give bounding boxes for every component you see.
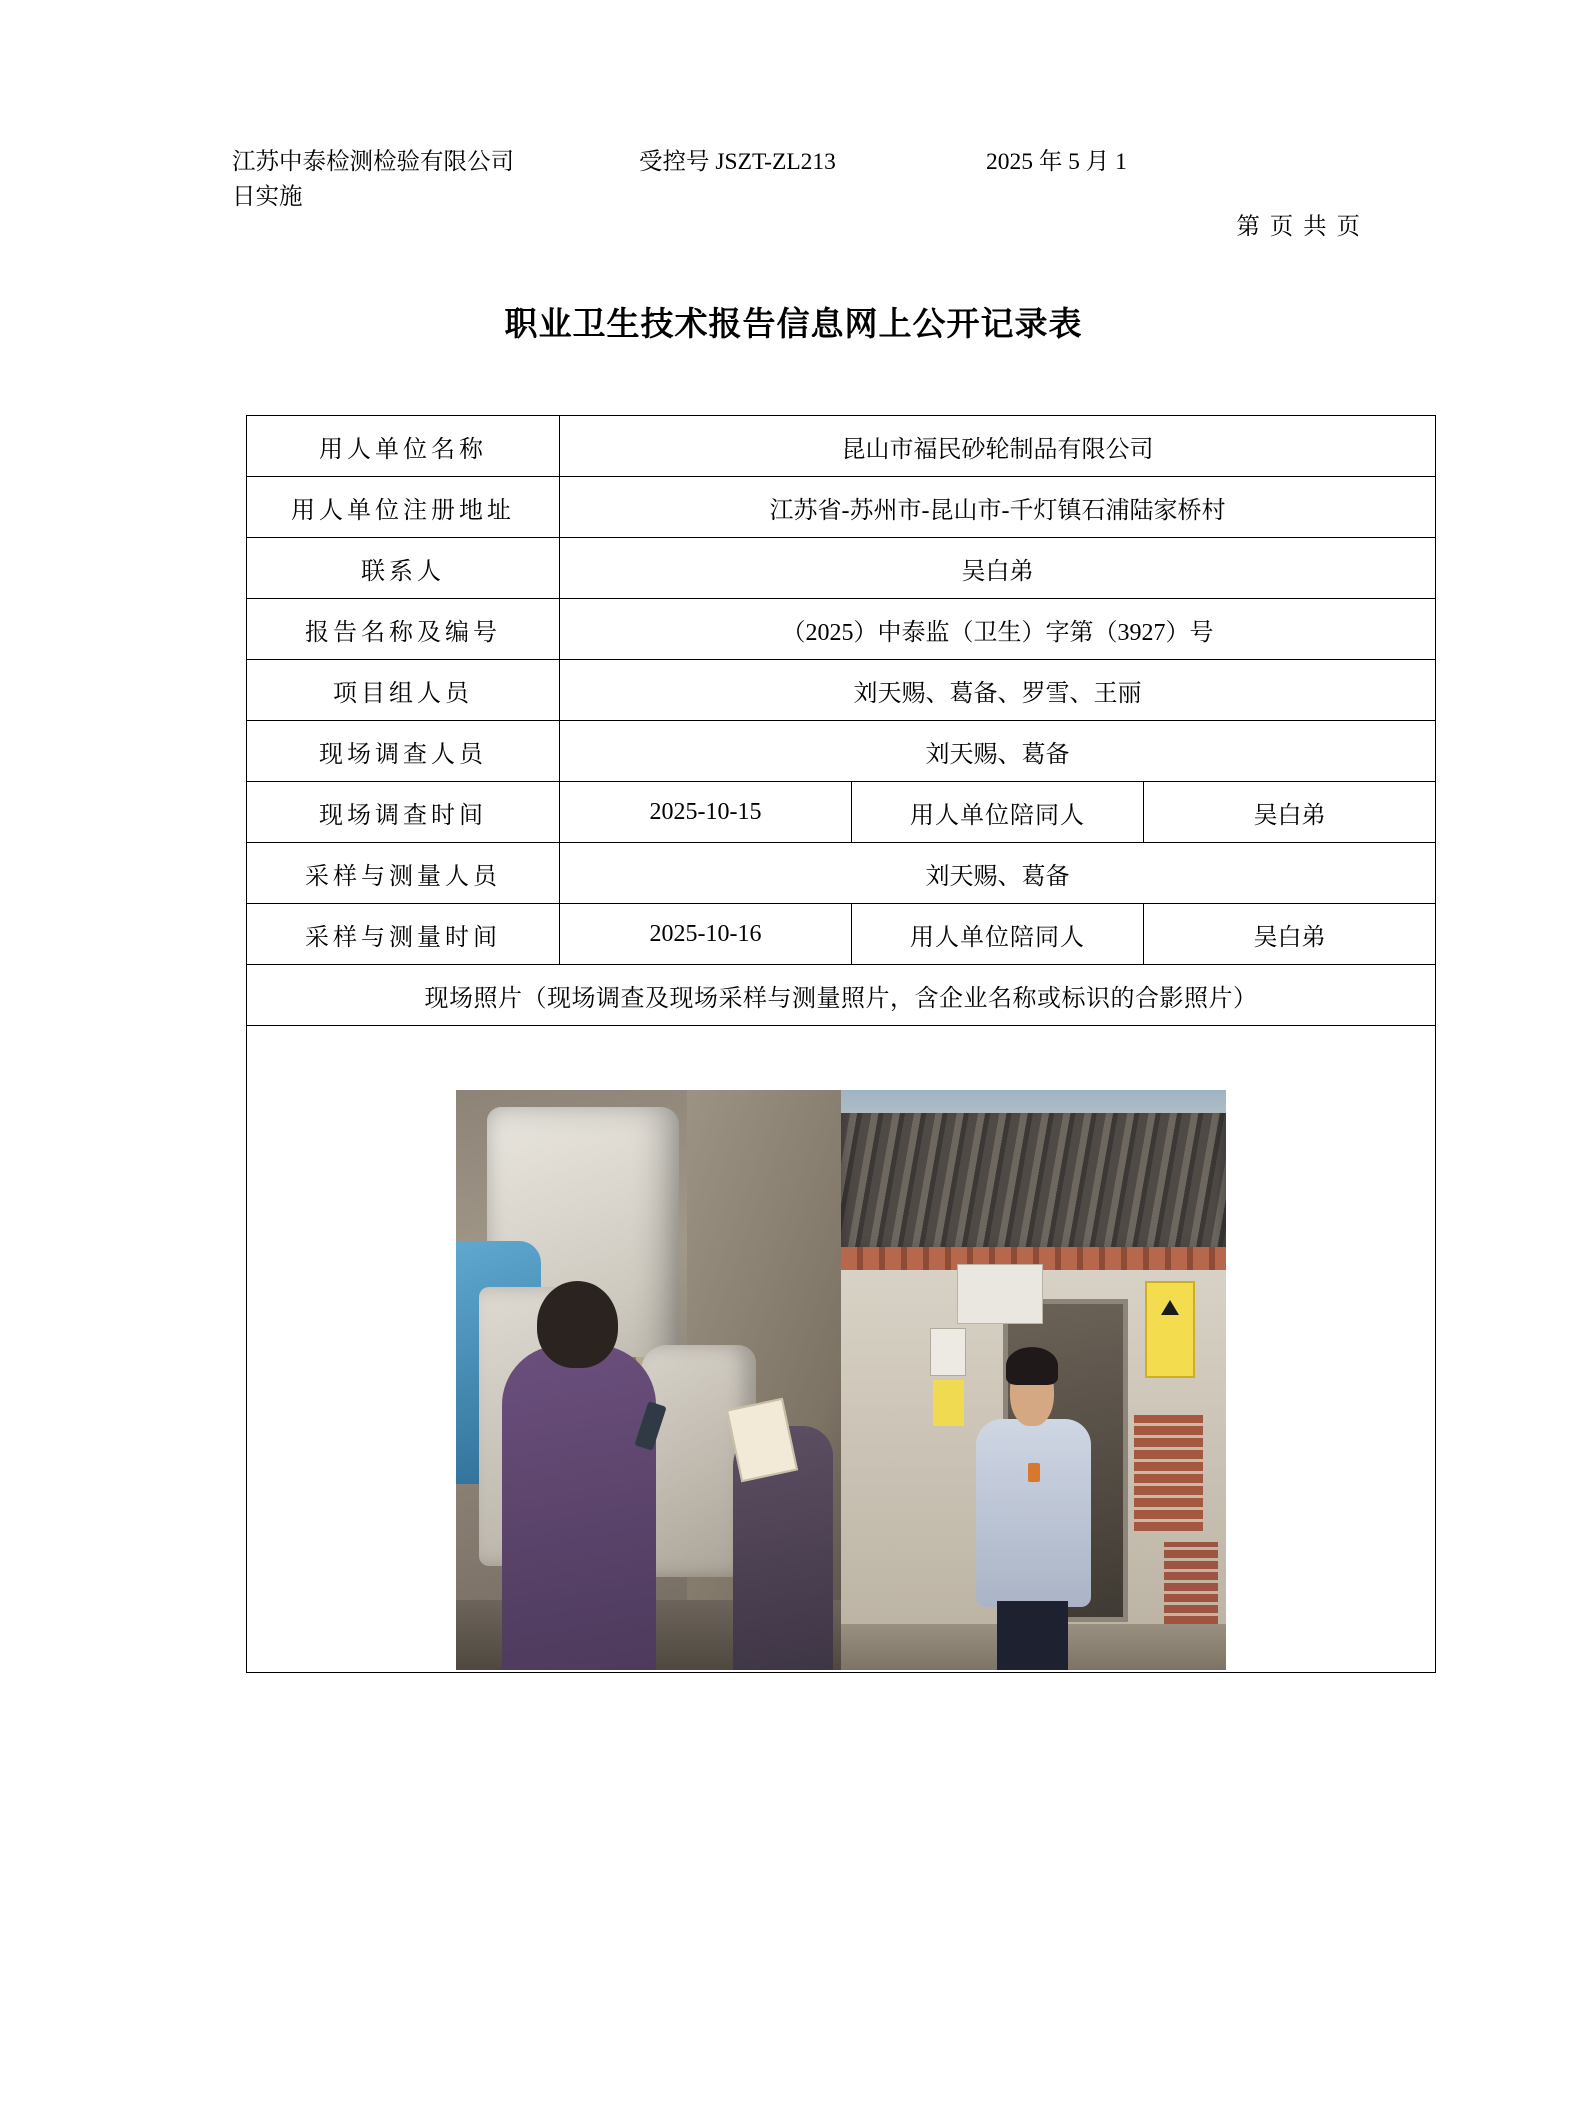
photo2-notice-board	[957, 1264, 1044, 1324]
table-row	[247, 538, 1436, 599]
row-label-contact: 联系人	[247, 538, 560, 599]
page-header	[232, 145, 1362, 240]
table-row	[247, 1026, 1436, 1673]
header-effective-date-cont: 日实施	[232, 184, 303, 210]
row-label-survey-accompany: 用人单位陪同人	[852, 782, 1144, 843]
table-row	[247, 843, 1436, 904]
row-value-survey-accompany: 吴白弟	[1144, 782, 1436, 843]
photo2-tiled-roof	[841, 1113, 1226, 1264]
table-row	[247, 904, 1436, 965]
row-label-report-no: 报告名称及编号	[247, 599, 560, 660]
row-value-employer-name: 昆山市福民砂轮制品有限公司	[560, 416, 1436, 477]
row-value-team: 刘天赐、葛备、罗雪、王丽	[560, 660, 1436, 721]
photo2-shirt-logo	[1028, 1463, 1040, 1482]
photo-section-cell	[247, 1026, 1436, 1673]
table-row	[247, 782, 1436, 843]
row-value-contact: 吴白弟	[560, 538, 1436, 599]
photo2-warning-triangle-sign	[933, 1380, 964, 1426]
table-row	[247, 599, 1436, 660]
row-label-sampling-time: 采样与测量时间	[247, 904, 560, 965]
table-row	[247, 721, 1436, 782]
table-row	[247, 660, 1436, 721]
record-table-wrapper	[246, 415, 1436, 1673]
site-sampling-photo	[841, 1090, 1226, 1670]
row-value-report-no: （2025）中泰监（卫生）字第（3927）号	[560, 599, 1436, 660]
photo2-person-hair	[1006, 1347, 1058, 1385]
photo1-worker-head	[537, 1281, 618, 1368]
photo1-worker	[502, 1345, 656, 1670]
header-control-number: 受控号 JSZT-ZL213	[639, 149, 836, 175]
table-row	[247, 965, 1436, 1026]
page-number-marker: 第 页 共 页	[1236, 214, 1362, 240]
row-value-survey-date: 2025-10-15	[560, 782, 852, 843]
photo2-exposed-brick-lower	[1164, 1542, 1218, 1635]
photo2-person	[968, 1357, 1099, 1670]
row-label-sampling-accompany: 用人单位陪同人	[852, 904, 1144, 965]
page-title: 职业卫生技术报告信息网上公开记录表	[504, 307, 1083, 343]
table-row	[247, 477, 1436, 538]
row-label-employer-address: 用人单位注册地址	[247, 477, 560, 538]
header-effective-date: 2025 年 5 月 1	[985, 149, 1127, 175]
photo-section-caption: 现场照片（现场调查及现场采样与测量照片，含企业名称或标识的合影照片）	[247, 965, 1436, 1026]
record-table	[246, 415, 1436, 1673]
photo2-small-sign	[930, 1328, 967, 1376]
site-survey-photo	[456, 1090, 841, 1670]
photo2-person-body	[976, 1419, 1091, 1607]
row-label-team: 项目组人员	[247, 660, 560, 721]
row-value-sampling-accompany: 吴白弟	[1144, 904, 1436, 965]
table-row	[247, 416, 1436, 477]
row-value-survey-staff: 刘天赐、葛备	[560, 721, 1436, 782]
row-value-employer-address: 江苏省-苏州市-昆山市-千灯镇石浦陆家桥村	[560, 477, 1436, 538]
row-label-survey-time: 现场调查时间	[247, 782, 560, 843]
row-value-sampling-staff: 刘天赐、葛备	[560, 843, 1436, 904]
photo2-exposed-brick-upper	[1134, 1415, 1203, 1531]
row-value-sampling-date: 2025-10-16	[560, 904, 852, 965]
row-label-survey-staff: 现场调查人员	[247, 721, 560, 782]
header-company-name: 江苏中泰检测检验有限公司	[232, 149, 514, 175]
photo-gallery	[253, 1028, 1429, 1670]
photo2-person-legs	[997, 1601, 1068, 1670]
row-label-employer-name: 用人单位名称	[247, 416, 560, 477]
header-line-1	[232, 145, 1362, 179]
row-label-sampling-staff: 采样与测量人员	[247, 843, 560, 904]
photo2-electric-hazard-sign	[1145, 1281, 1195, 1378]
